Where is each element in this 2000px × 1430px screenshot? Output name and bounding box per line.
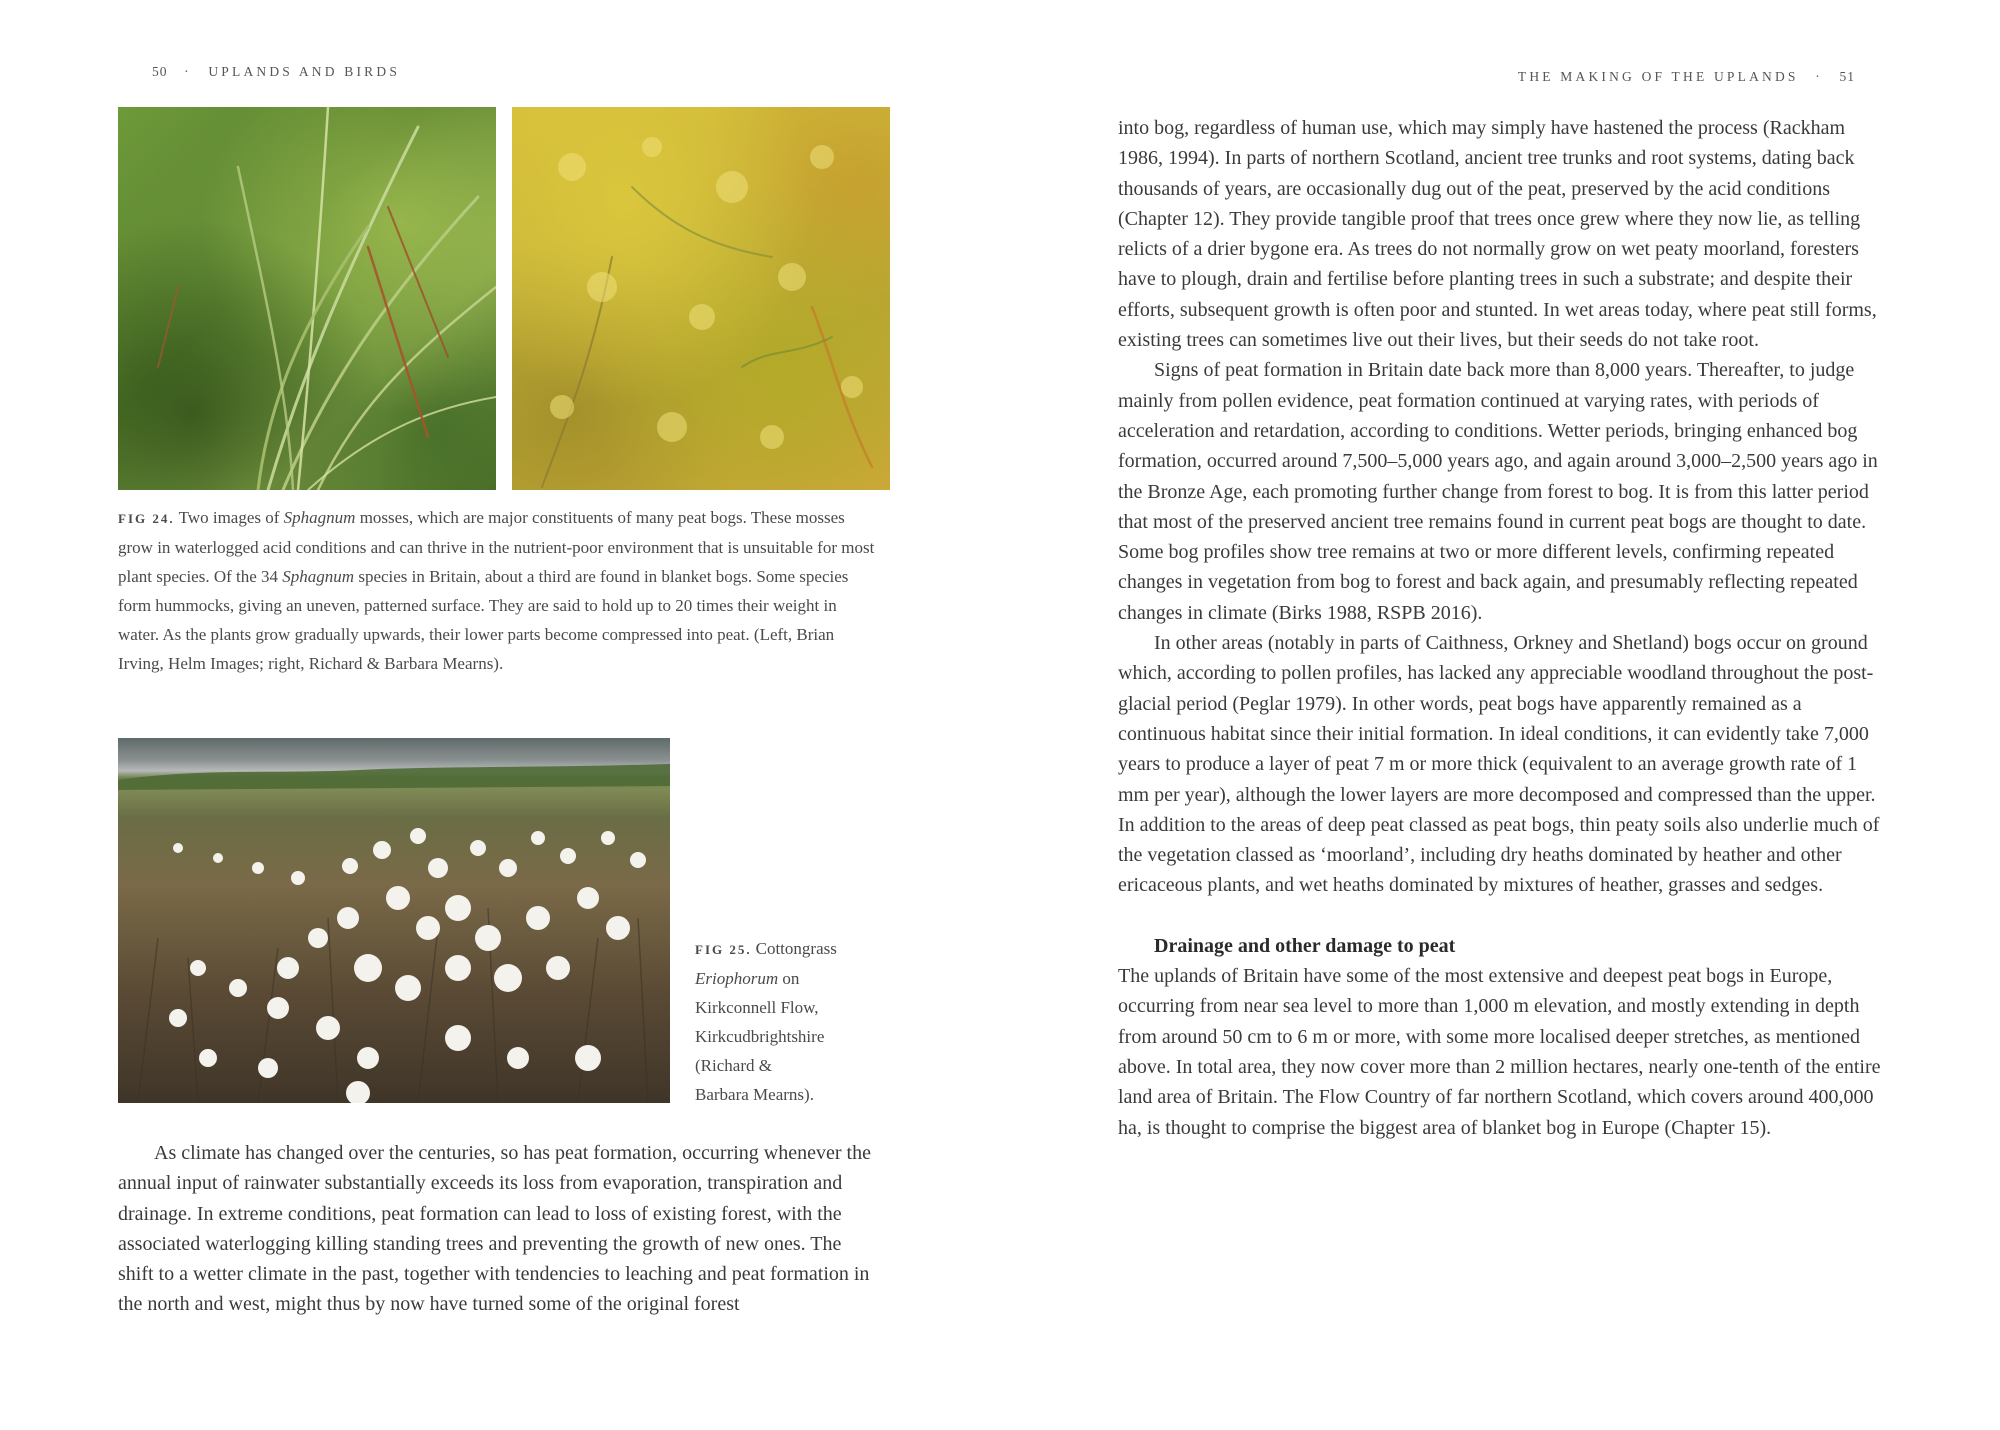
fig24-caption-italic: Sphagnum — [283, 508, 356, 527]
body-paragraph: As climate has changed over the centuries, so has peat formation, occurring whenever the annual input of rainwater substantially exceeds its loss from evaporation, transpiration and drainage. In extreme conditions, peat formation can lead to loss of existing forest, with the associated waterlogging killing standing trees and preventing the growth of new ones. The shift to a wetter climate in the past, together with tendencies to leaching and peat formation in the north and west, might thus by now have turned some of the original forest — [118, 1142, 871, 1316]
right-running-head — [1518, 69, 1855, 85]
right-body-text — [1118, 113, 1890, 1143]
fig25-caption-line: Cottongrass — [755, 939, 837, 958]
section-subheading: Drainage and other damage to peat — [1154, 934, 1456, 957]
fig24-caption-part: Two images of — [178, 508, 284, 527]
cottongrass-heads-graphic — [118, 738, 670, 1103]
fig25-caption-line: Kirkcudbrightshire — [695, 1027, 825, 1046]
fig24-caption-part: species in Britain, about a third are found in blanket bogs. Some species form hummocks, giving an uneven, patterned surface. They are said to hold up to 20 times their weight in water. As the plants grow gradually upwards, their lower parts become compressed into peat. (Left, Brian Irving, Helm Images; right, Richard & Barbara Mearns). — [118, 567, 849, 673]
running-head-separator: · — [184, 64, 192, 79]
sphagnum-photo-left — [118, 107, 496, 490]
right-page — [1000, 0, 2000, 1430]
fig24-label: FIG 24. — [118, 511, 175, 526]
cottongrass-photo — [118, 738, 670, 1103]
fig24-caption — [118, 503, 878, 678]
running-head-separator: · — [1815, 69, 1823, 84]
fig25-caption-line: (Richard & — [695, 1056, 772, 1075]
left-running-head — [152, 64, 400, 80]
body-paragraph: Signs of peat formation in Britain date back more than 8,000 years. Thereafter, to judge mainly from pollen evidence, peat formation continued at varying rates, with periods of acceleration and retardation, according to conditions. Wetter periods, bringing enhanced bog formation, occurred around 7,500–5,000 years ago, and again around 3,000–2,500 years ago in the Bronze Age, each promoting further change from forest to bog. It is from this latter period that most of the preserved ancient tree remains found in current peat bogs are thought to date. Some bog profiles show tree remains at two or more different levels, confirming repeated changes in vegetation from bog to forest and back again, and presumably reflecting repeated changes in climate (Birks 1988, RSPB 2016). — [1118, 359, 1878, 624]
sphagnum-photo-right — [512, 107, 890, 490]
fig24-caption-italic: Sphagnum — [282, 567, 355, 586]
right-page-number: 51 — [1839, 69, 1855, 84]
fig25-caption-line: Barbara Mearns). — [695, 1085, 814, 1104]
fig25-label: FIG 25. — [695, 942, 752, 957]
body-paragraph: In other areas (notably in parts of Caithness, Orkney and Shetland) bogs occur on ground which, according to pollen profiles, has lacked any appreciable woodland throughout the post-glacial period (Peglar 1979). In other words, peat bogs have apparently remained as a continuous habitat since their initial formation. In ideal conditions, it can evidently take 7,000 years to produce a layer of peat 7 m or more thick (equivalent to an average growth rate of 1 mm per year), although the lower layers are more decomposed and compressed than the upper. In addition to the areas of deep peat classed as peat bogs, thin peaty soils also underlie much of the vegetation classed as ‘moorland’, including dry heaths dominated by heather and other ericaceous plants, and wet heaths dominated by mixtures of heather, grasses and sedges. — [1118, 632, 1880, 897]
moss-texture-graphic — [512, 107, 890, 490]
body-paragraph: The uplands of Britain have some of the most extensive and deepest peat bogs in Europe, occurring from near sea level to more than 1,000 m elevation, and mostly extending in depth from around 50 cm to 6 m or more, with some more localised deeper stretches, as mentioned above. In total area, they now cover more than 2 million hectares, nearly one-tenth of the entire land area of Britain. The Flow Country of far northern Scotland, which covers around 400,000 ha, is thought to comprise the biggest area of blanket bog in Europe (Chapter 15). — [1118, 965, 1881, 1139]
body-paragraph: into bog, regardless of human use, which may simply have hastened the process (Rackham 1986, 1994). In parts of northern Scotland, ancient tree trunks and root systems, dating back thousands of years, are occasionally dug out of the peat, preserved by the acid conditions (Chapter 12). They provide tangible proof that trees once grew where they now lie, as telling relicts of a drier bygone era. As trees do not normally grow on wet peaty moorland, foresters have to plough, drain and fertilise before planting trees in such a substrate; and despite their efforts, subsequent growth is often poor and stunted. In wet areas today, where peat still forms, existing trees can sometimes live out their lives, but their seeds do not take root. — [1118, 117, 1877, 352]
fig25-caption-line: Kirkconnell Flow, — [695, 998, 819, 1017]
fig25-caption-line: on — [778, 969, 800, 988]
right-running-title: THE MAKING OF THE UPLANDS — [1517, 69, 1799, 84]
left-running-title: UPLANDS AND BIRDS — [208, 64, 401, 79]
grass-blades-graphic — [118, 107, 496, 490]
fig25-caption-italic: Eriophorum — [695, 969, 779, 988]
left-page-number: 50 — [152, 64, 168, 79]
fig24-caption-part: mosses, which are major constituents of many peat bogs. These mosses grow in waterlogged acid conditions and can thrive in the nutrient-poor environment that is unsuitable for most plant species. Of the 34 — [118, 508, 875, 586]
left-body-text — [118, 1138, 876, 1320]
fig25-caption — [695, 934, 895, 1109]
section-gap — [1118, 901, 1890, 931]
